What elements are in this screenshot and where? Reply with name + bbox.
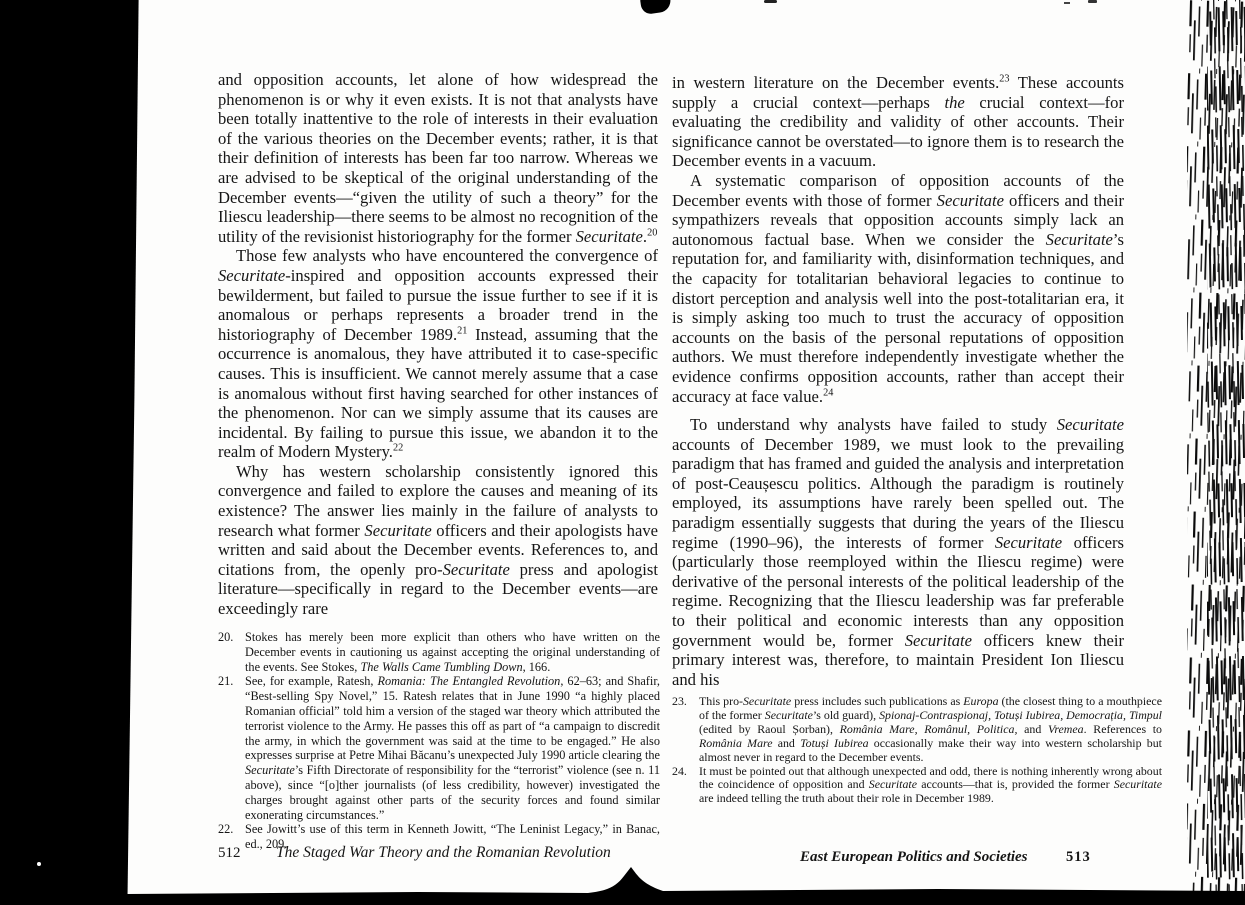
footnote-text: See Jowitt’s use of this term in Kenneth Jowitt, “The Leninist Legacy,” in Banac, ed., 209. <box>245 822 660 852</box>
footnote-number: 22. <box>218 822 234 837</box>
left-page <box>218 70 658 852</box>
scan-ink-mark <box>1088 0 1097 3</box>
footnote <box>672 765 1162 807</box>
paragraph: Those few analysts who have encountered the convergence of Securitate-inspired and opposition accounts expressed their bewilderment, but failed to pursue the issue further to see if it is anomalous or perhaps represents a broader trend in the historiography of December 1989.21 Instead, assuming that the occurrence is anomalous, they have attributed it to case-specific causes. This is insufficient. We cannot merely assume that a case is anomalous without first having searched for other instances of the phenomenon. Nor can we simply assume that its causes are incidental. By failing to pursue this issue, we abandon it to the realm of Modern Mystery.$^{22}$ <box>218 246 658 462</box>
scan-page-edge-streaks <box>1181 0 1245 905</box>
footnote-number: 23. <box>672 694 687 708</box>
left-running-title: The Staged War Theory and the Romanian Revolution <box>276 844 611 861</box>
footnote-number: 21. <box>218 674 234 689</box>
right-page-body <box>672 73 1124 693</box>
scan-black-margin-left <box>0 0 140 905</box>
footnote-number: 20. <box>218 630 234 644</box>
footnote-text: Stokes has merely been more explicit than others who have written on the December events in cautioning us against accepting the original understanding of the events. See Stokes, The Walls Came Tumbling Down, 166. <box>245 630 660 674</box>
paragraph: in western literature on the December events.$^{23}$ These accounts supply a crucial context—perhaps the crucial context—for evaluating the credibility and validity of other accounts. Their significance cannot be overstated—to ignore them is to research the December events in a vacuum. <box>672 73 1124 171</box>
paragraph: and opposition accounts, let alone of how widespread the phenomenon is or why it even exists. It is not that analysts have been totally inattentive to the role of interests in their evaluation of the various theories on the December events; rather, it is that their definition of interests has been far too narrow. Whereas we are advised to be skeptical of the original understanding of the December events—“given the utility of such a theory” for the Iliescu leadership—there seems to be almost no recognition of the utility of the revisionist historiography for the former Securitate.$^{20}$ <box>218 70 658 246</box>
footnote-number: 24. <box>672 763 687 778</box>
left-page-number: 512 <box>218 845 241 861</box>
right-page-number: 513 <box>1066 849 1091 865</box>
right-journal-title: East European Politics and Societies <box>800 849 1028 865</box>
right-footnotes <box>672 695 1162 806</box>
right-page <box>672 73 1162 806</box>
footnote <box>672 695 1162 765</box>
scan-ink-mark <box>764 0 777 3</box>
left-footnotes <box>218 630 660 852</box>
footnote-text: See, for example, Ratesh, Romania: The Entangled Revolution, 62–63; and Shafir, “Best-selling Spy Novel,” 15. Ratesh relates that in June 1990 “a highly placed Romanian official” told him a version of the staged war theory which attributed the terrorist violence to the Army. He passes this off as part of “a campaign to discredit the army, in which the government was said at the time to be engaged.” He also expresses surprise at Petre Mihai Băcanu’s unexpected July 1990 article clearing the Securitate’s Fifth Directorate of responsibility for the “terrorist” violence (see n. 11 above), since “[o]ther journalists (of less credibility, however) investigated the charges brought against other parts of the security forces and found similar exonerating circumstances.” <box>245 674 660 822</box>
footnote <box>218 630 660 674</box>
scan-white-speck <box>37 862 41 866</box>
left-page-body <box>218 70 658 630</box>
paragraph: To understand why analysts have failed to study Securitate accounts of December 1989, we must look to the prevailing paradigm that has framed and guided the analysis and interpretation of post-Ceaușescu politics. Although the paradigm is routinely employed, its assumptions have rarely been spelled out. The paradigm essentially suggests that during the years of the Iliescu regime (1990–96), the interests of former Securitate officers (particularly those reemployed within the Iliescu regime) were derivative of the personal interests of the political leadership of the regime. Recognizing that the Iliescu leadership was far preferable to their political and economic interests than any opposition government would be, former Securitate officers knew their primary interest was, therefore, to maintain President Ion Iliescu and his <box>672 415 1124 689</box>
footnote <box>218 674 660 822</box>
scan-ink-blob-top <box>640 0 672 15</box>
scan-ink-mark <box>1064 2 1070 4</box>
paragraph: A systematic comparison of opposition accounts of the December events with those of former Securitate officers and their sympathizers reveals that opposition accounts simply lack an autonomous factual base. When we consider the Securitate’s reputation for, and familiarity with, disinformation techniques, and the capacity for totalitarian behavioral legacies to continue to distort perception and analysis well into the post-totalitarian era, it is simply asking too much to trust the accuracy of opposition accounts on the basis of the personal reputations of opposition authors. We must therefore independently investigate whether the evidence confirms opposition accounts, rather than accept their accuracy at face value.$^{24}$ <box>672 170 1124 406</box>
footnote-text: This pro-Securitate press includes such publications as Europa (the closest thing to a mouthpiece of the former Securitate’s old guard), Spionaj-Contraspionaj, Totuși Iubirea, Democrația, Timpul (edited by Raoul Șorban), România Mare, Românul, Politica, and Vremea. References to România Mare and Totuși Iubirea occasionally make their way into western scholarship but almost never in regard to the December events. <box>699 694 1162 764</box>
paragraph: Why has western scholarship consistently ignored this convergence and failed to explore the causes and meaning of its existence? The answer lies mainly in the failure of analysts to research what former Securitate officers and their apologists have written and said about the December events. References to, and citations from, the openly pro-Securitate press and apologist literature—specifically in regard to the December events—are exceedingly rare <box>218 461 658 619</box>
scan-black-bar-bottom <box>118 860 1245 905</box>
footnote-text: It must be pointed out that although unexpected and odd, there is nothing inherently wrong about the coincidence of opposition and Securitate accounts—that is, provided the former Securitate are indeed telling the truth about their role in December 1989. <box>699 763 1162 806</box>
